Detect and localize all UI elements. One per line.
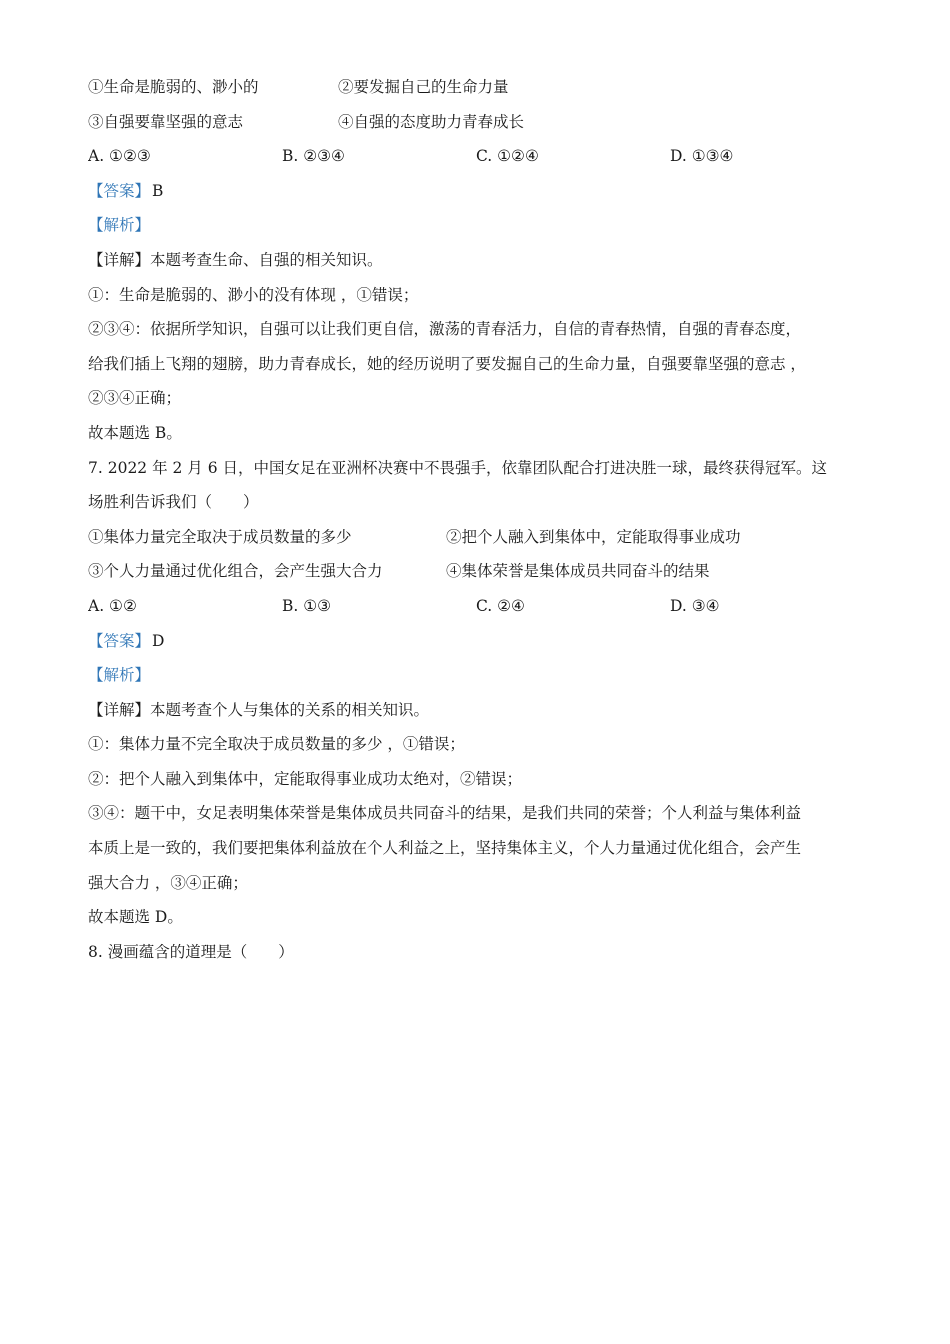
q7-option-4: ④集体荣誉是集体成员共同奋斗的结果 [446, 562, 710, 581]
q6-choice-a: A. ①②③ [88, 147, 151, 166]
q6-detail-line: 【详解】本题考查生命、自强的相关知识。 [88, 250, 383, 269]
q7-choice-c: C. ②④ [476, 596, 525, 615]
q7-analysis-label: 【解析】 [88, 666, 151, 685]
q7-options-row-1 [88, 520, 868, 555]
q6-option-3: ③自强要靠坚强的意志 [88, 112, 244, 131]
q6-answer [88, 174, 868, 209]
q7-detail-line: ③④：题干中，女足表明集体荣誉是集体成员共同奋斗的结果，是我们共同的荣誉；个人利益与集体利益 [88, 804, 802, 823]
q7-detail-line: 强大合力 ，③④正确； [88, 873, 248, 892]
q7-options-row-2 [88, 554, 868, 589]
q6-analysis-label: 【解析】 [88, 216, 151, 235]
q7-answer-value: D [152, 631, 165, 650]
q7-stem-line-1: 7. 2022 年 2 月 6 日，中国女足在亚洲杯决赛中不畏强手，依靠团队配合打进决胜一球，最终获得冠军。这 [88, 458, 828, 477]
q6-analysis [88, 208, 868, 243]
q6-options-row-1 [88, 70, 868, 105]
q6-choice-c: C. ①②④ [476, 147, 539, 166]
q7-answer-label: 【答案】 [88, 631, 151, 650]
q7-detail-line: ②：把个人融入到集体中，定能取得事业成功太绝对，②错误； [88, 769, 523, 788]
q7-detail-line: 本质上是一致的，我们要把集体利益放在个人利益之上，坚持集体主义，个人力量通过优化组合，会产生 [88, 839, 802, 858]
q6-answer-value: B [152, 181, 164, 200]
q7-choice-b: B. ①③ [282, 596, 332, 615]
q7-detail-line: 故本题选 D。 [88, 908, 183, 927]
q7-choices [88, 589, 868, 624]
q7-analysis [88, 658, 868, 693]
q7-detail-line: 【详解】本题考查个人与集体的关系的相关知识。 [88, 700, 430, 719]
q6-detail-line: ②③④正确； [88, 389, 182, 408]
q7-option-2: ②把个人融入到集体中，定能取得事业成功 [446, 527, 741, 546]
q6-choices [88, 139, 868, 174]
q6-choice-b: B. ②③④ [282, 147, 345, 166]
q6-options-row-2 [88, 105, 868, 140]
q7-option-1: ①集体力量完全取决于成员数量的多少 [88, 527, 352, 546]
q7-choice-d: D. ③④ [670, 596, 720, 615]
q6-option-1: ①生命是脆弱的、渺小的 [88, 78, 259, 96]
q7-option-3: ③个人力量通过优化组合，会产生强大合力 [88, 562, 383, 581]
q6-detail-line: 故本题选 B。 [88, 423, 182, 442]
q6-answer-label: 【答案】 [88, 181, 151, 200]
q7-choice-a: A. ①② [88, 596, 137, 615]
q6-detail-line: ②③④：依据所学知识，自强可以让我们更自信，激荡的青春活力，自信的青春热情，自强的青春态度， [88, 320, 802, 339]
q7-answer [88, 624, 868, 659]
q6-option-2: ②要发掘自己的生命力量 [338, 78, 509, 96]
q8-stem: 8. 漫画蕴含的道理是（ ） [88, 942, 294, 961]
q6-choice-d: D. ①③④ [670, 147, 734, 166]
q7-detail-line: ①：集体力量不完全取决于成员数量的多少 ，①错误； [88, 735, 465, 754]
q6-detail-line: 给我们插上飞翔的翅膀，助力青春成长，她的经历说明了要发掘自己的生命力量，自强要靠坚强的意志 ， [88, 354, 806, 373]
q7-stem-line-2: 场胜利告诉我们（ ） [88, 493, 259, 512]
q6-option-4: ④自强的态度助力青春成长 [338, 112, 525, 131]
document-page [88, 70, 868, 969]
q6-detail-line: ①：生命是脆弱的、渺小的没有体现 ，①错误； [88, 285, 419, 304]
